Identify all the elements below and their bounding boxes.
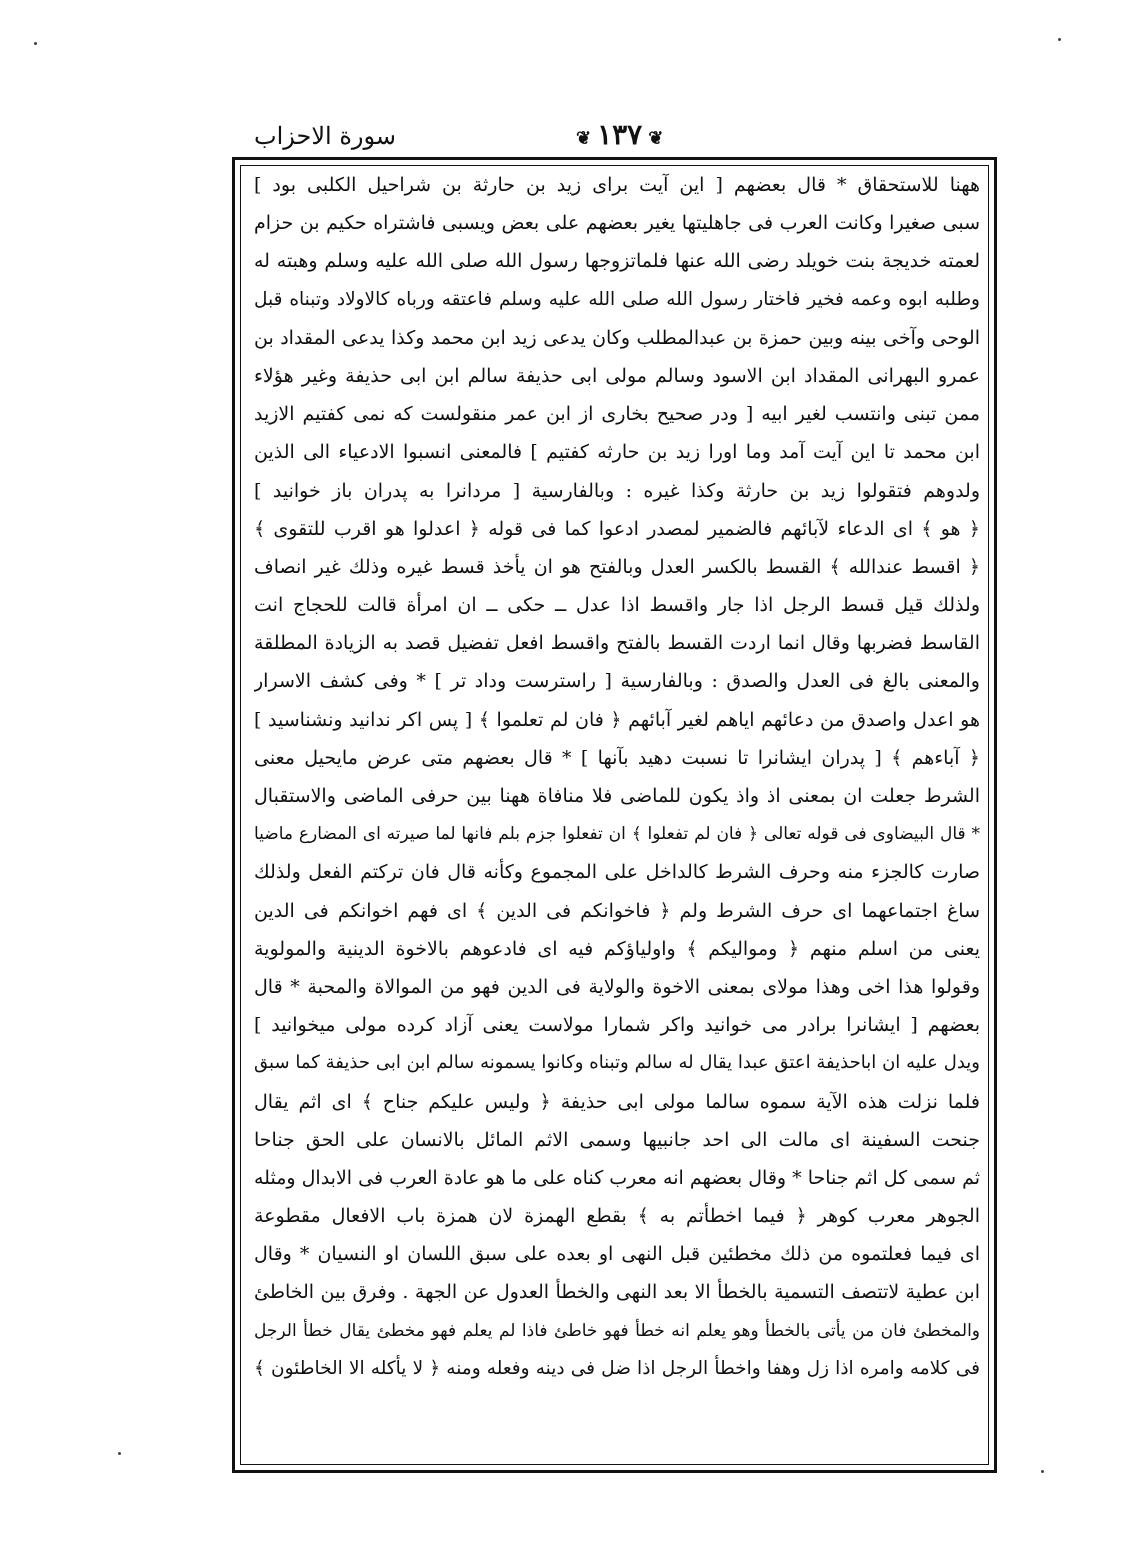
text-line: ولدوهم فتقولوا زيد بن حارثة وكذا غيره : وبالفارسية [ مردانرا به پدران باز خوانيد ] [254,479,980,502]
text-line: الوحى وآخى بينه وبين حمزة بن عبدالمطلب وكان يدعى زيد ابن محمد وكذا يدعى المقداد بن [254,326,980,349]
text-line: وطلبه ابوه وعمه فخير فاختار رسول الله صلى الله عليه وسلم فاعتقه ورباه كالاولاد وتبناه قبل [254,288,980,310]
text-line: القاسط فضربها وقال انما اردت القسط بالفتح واقسط افعل تفضيل قصد به الزيادة المطلقة [254,632,980,655]
text-line: والمعنى بالغ فى العدل والصدق : وبالفارسية [ راسترست وداد تر ] * وفى كشف الاسرار [254,670,980,693]
text-line: * قال البيضاوى فى قوله تعالى ﴿ فان لم تفعلوا ﴾ ان تفعلوا جزم بلم فانها لما صيرته اى المضارع ماضيا [254,824,980,845]
text-line: الجوهر معرب كوهر ﴿ فيما اخطأتم به ﴾ بقطع الهمزة لان همزة باب الافعال مقطوعة [254,1205,980,1228]
text-line: الشرط جعلت ان بمعنى اذ واذ يكون للماضى فلا منافاة ههنا بين حرفى الماضى والاستقبال [254,785,980,807]
text-line: ابن محمد تا اين آيت آمد وما اورا زيد بن حارثه كفتيم ] فالمعنى انسبوا الادعياء الى الذين [254,441,980,464]
scan-speck [1041,1470,1044,1473]
page-number-group [570,118,669,151]
text-line: فلما نزلت هذه الآية سموه سالما مولى ابى حذيفة ﴿ وليس عليكم جناح ﴾ اى اثم يقال [254,1090,980,1113]
text-line: ﴿ آباءهم ﴾ [ پدران ايشانرا تا نسبت دهيد بآنها ] * قال بعضهم متى عرض مايحيل معنى [254,746,980,769]
page-number: ١٣٧ [597,118,643,151]
text-line: يعنى من اسلم منهم ﴿ ومواليكم ﴾ واولياؤكم فيه اى فادعوهم بالاخوة الدينية والمولوية [254,937,980,960]
ornament-icon: ❦ [576,128,592,149]
text-body [254,166,980,1388]
text-line: جنحت السفينة اى مالت الى احد جانبيها وسمى الاثم المائل بالانسان على الحق جناحا [254,1128,980,1151]
text-line: ويدل عليه ان اباحذيفة اعتق عبدا يقال له سالم وتبناه وكانوا يسمونه سالم ابن ابى حذيفة كما سبق [254,1052,980,1074]
text-line: هو اعدل واصدق من دعائهم اياهم لغير آبائهم ﴿ فان لم تعلموا ﴾ [ پس اكر ندانيد ونشناسيد ] [254,708,980,731]
text-line: صارت كالجزء منه وحرف الشرط كالداخل على المجموع وكأنه قال فان تركتم الفعل ولذلك [254,861,980,884]
text-line: ههنا للاستحقاق * قال بعضهم [ اين آيت براى زيد بن حارثة بن شراحيل الكلبى بود ] [254,174,980,196]
text-line: اى فيما فعلتموه من ذلك مخطئين قبل النهى او بعده على سبق اللسان او النسيان * وقال [254,1243,980,1266]
text-line: وقولوا هذا اخى وهذا مولاى بمعنى الاخوة والولاية فى الدين فهو من الموالاة والمحبة * قال [254,975,980,998]
text-line: ساغ اجتماعهما اى حرف الشرط ولم ﴿ فاخوانكم فى الدين ﴾ اى فهم اخوانكم فى الدين [254,899,980,922]
text-line: ﴿ اقسط عندالله ﴾ القسط بالكسر العدل وبالفتح هو ان يأخذ قسط غيره وذلك غير انصاف [254,555,980,578]
text-line: ﴿ هو ﴾ اى الدعاء لآبائهم فالضمير لمصدر ادعوا كما فى قوله ﴿ اعدلوا هو اقرب للتقوى ﴾ [254,517,980,540]
scan-speck [1058,38,1061,41]
text-line: سبى صغيرا وكانت العرب فى جاهليتها يغير بعضهم على بعض ويسبى فاشتراه حكيم بن حزام [254,212,980,235]
text-line: ممن تبنى وانتسب لغير ابيه [ ودر صحيح بخارى از ابن عمر منقولست كه نمى كفتيم الازيد [254,403,980,426]
scan-speck [34,42,37,45]
text-line: لعمته خديجة بنت خويلد رضى الله عنها فلماتزوجها رسول الله صلى الله عليه وسلم وهبته له [254,250,980,273]
text-line: والمخطئ فان من يأتى بالخطأ وهو يعلم انه خطأ فهو خاطئ فاذا لم يعلم فهو مخطئ يقال خطأ الرجل [254,1320,980,1341]
text-line: بعضهم [ ايشانرا برادر مى خوانيد واكر شمارا مولاست يعنى آزاد كرده مولى ميخوانيد ] [254,1014,980,1037]
surah-title: سورة الاحزاب [254,122,396,150]
text-line: ابن عطية لاتتصف التسمية بالخطأ الا بعد النهى والخطأ العدول عن الجهة . وفرق بين الخاطئ [254,1281,980,1304]
text-line: ولذلك قيل قسط الرجل اذا جار واقسط اذا عدل ــ حكى ــ ان امرأة قالت للحجاج انت [254,594,980,617]
ornament-icon: ❦ [648,128,664,149]
page-header [228,108,1008,154]
text-line: فى كلامه وامره اذا زل وهفا واخطأ الرجل اذا ضل فى دينه وفعله ومنه ﴿ لا يأكله الا الخاطئون ﴾ [254,1357,980,1379]
scan-speck [118,1452,121,1455]
text-line: ثم سمى كل اثم جناحا * وقال بعضهم انه معرب كناه على ما هو عادة العرب فى الابدال ومثله [254,1166,980,1189]
text-line: عمرو البهرانى المقداد ابن الاسود وسالم مولى ابى حذيفة سالم ابن ابى حذيفة وغير هؤلاء [254,364,980,387]
